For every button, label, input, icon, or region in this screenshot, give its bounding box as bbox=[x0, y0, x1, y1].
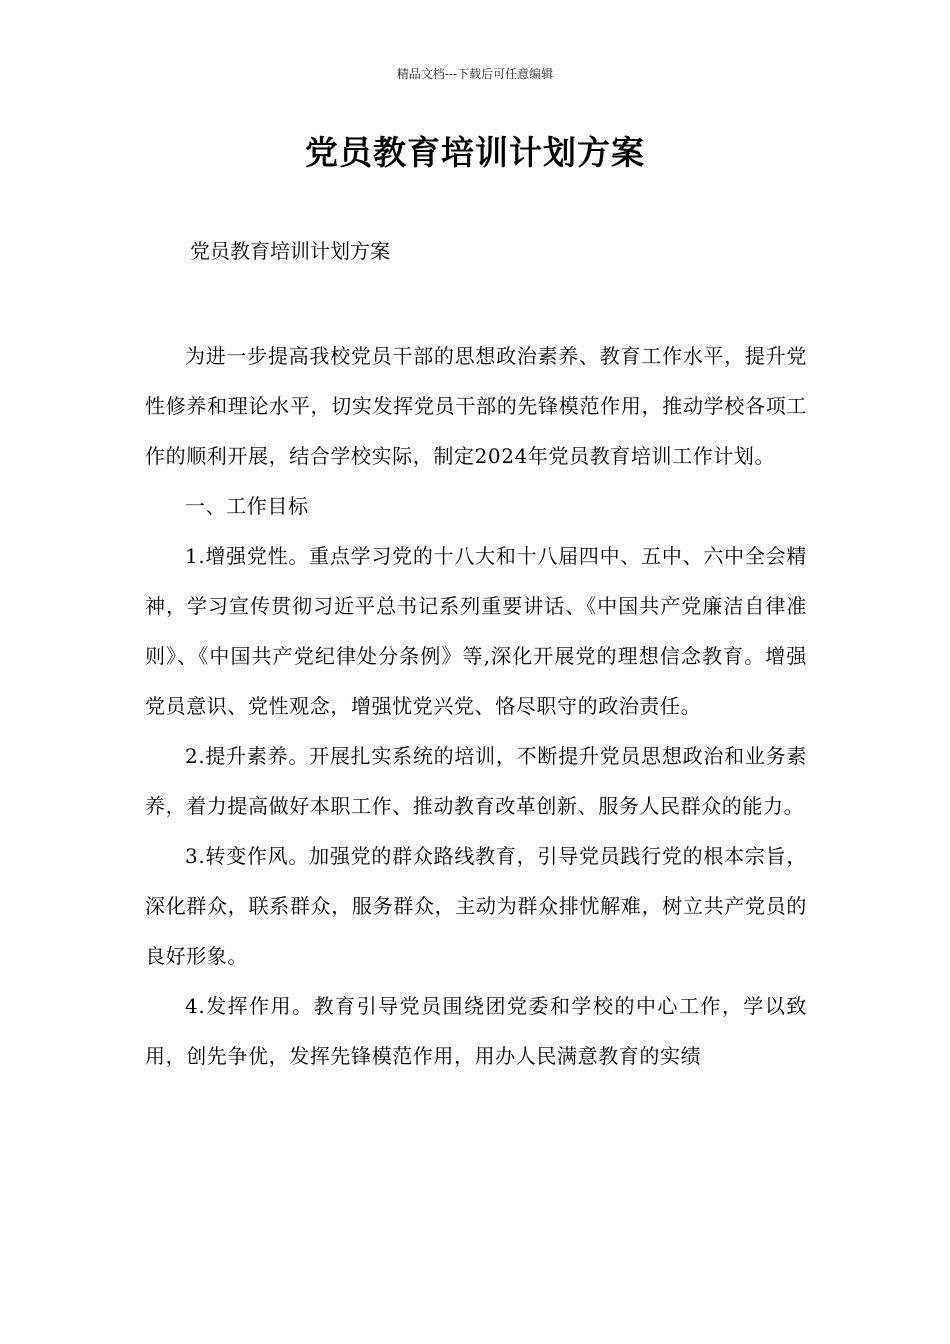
document-body bbox=[145, 331, 807, 1081]
paragraph-intro: 为进一步提高我校党员干部的思想政治素养、教育工作水平，提升党性修养和理论水平，切实发挥党员干部的先锋模范作用，推动学校各项工作的顺利开展，结合学校实际，制定2024年党员教育培训工作计划。 bbox=[145, 344, 807, 468]
document-title: 党员教育培训计划方案 bbox=[305, 133, 645, 172]
paragraph-goal-3: 3.转变作风。加强党的群众路线教育，引导党员践行党的根本宗旨，深化群众，联系群众，服务群众，主动为群众排忧解难，树立共产党员的良好形象。 bbox=[145, 844, 807, 968]
paragraph-goal-4: 4.发挥作用。教育引导党员围绕团党委和学校的中心工作，学以致用，创先争优，发挥先锋模范作用，用办人民满意教育的实绩 bbox=[145, 994, 807, 1068]
paragraph-goal-2: 2.提升素养。开展扎实系统的培训，不断提升党员思想政治和业务素养，着力提高做好本职工作、推动教育改革创新、服务人民群众的能力。 bbox=[145, 744, 807, 818]
header-note: 精品文档---下载后可任意编辑 bbox=[396, 67, 554, 81]
section-heading-work-goals: 一、工作目标 bbox=[185, 494, 309, 518]
document-subtitle: 党员教育培训计划方案 bbox=[190, 239, 390, 263]
paragraph-goal-1: 1.增强党性。重点学习党的十八大和十八届四中、五中、六中全会精神，学习宣传贯彻习近平总书记系列重要讲话、《中国共产党廉洁自律准则》、《中国共产党纪律处分条例》等,深化开展党的理想信念教育。增强党员意识、党性观念，增强忧党兴党、恪尽职守的政治责任。 bbox=[145, 544, 807, 718]
